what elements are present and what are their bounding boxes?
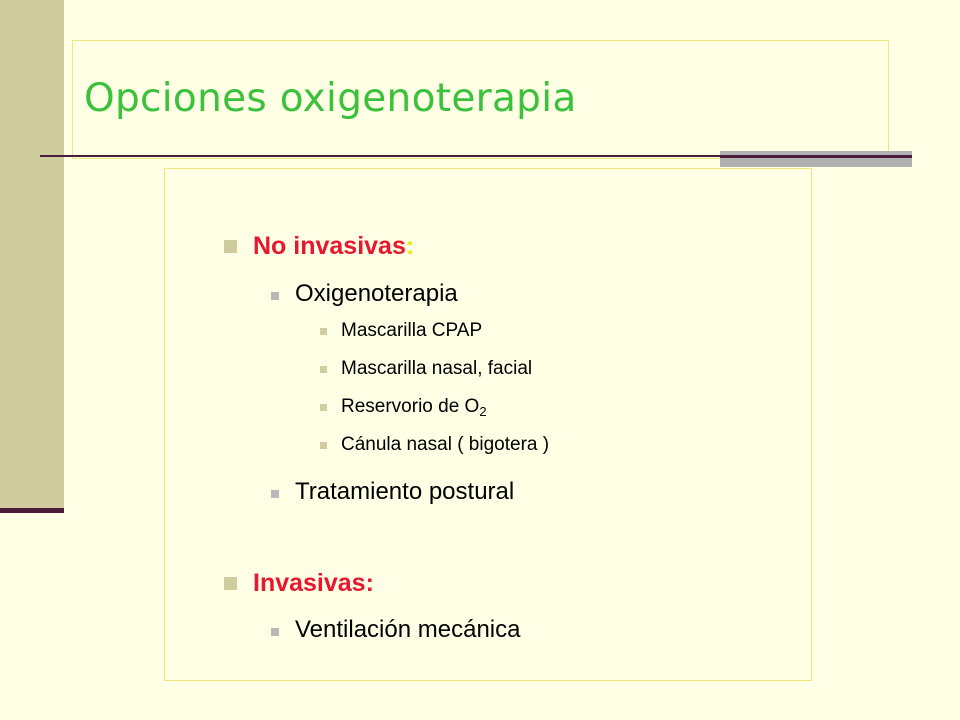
- noninvasive-heading: No invasivas: [253, 232, 406, 260]
- noninvasive-colon: :: [405, 232, 415, 260]
- reservoir-text: Reservorio de O: [341, 396, 480, 417]
- bullet-small-square-icon: [320, 404, 327, 411]
- bullet-postural-treatment: Tratamiento postural: [295, 478, 515, 505]
- bullet-mechanical-ventilation: Ventilación mecánica: [295, 616, 521, 643]
- bullet-square-icon: [224, 240, 237, 253]
- bullet-small-square-icon: [271, 628, 279, 636]
- side-bar-rule: [0, 508, 64, 513]
- bullet-cpap-mask: Mascarilla CPAP: [341, 320, 483, 341]
- slide-title: Opciones oxigenoterapia: [84, 76, 577, 121]
- bullet-oxygen-therapy: Oxigenoterapia: [295, 280, 458, 307]
- title-rule-gray-accent: [720, 151, 912, 167]
- bullet-small-square-icon: [320, 366, 327, 373]
- bullet-o2-reservoir: [341, 396, 487, 418]
- bullet-square-icon: [224, 577, 237, 590]
- bullet-small-square-icon: [320, 442, 327, 449]
- bullet-small-square-icon: [320, 328, 327, 335]
- bullet-nasal-cannula: Cánula nasal ( bigotera ): [341, 434, 550, 455]
- bullet-nasal-facial-mask: Mascarilla nasal, facial: [341, 358, 533, 379]
- reservoir-subscript: 2: [479, 404, 487, 419]
- bullet-small-square-icon: [271, 292, 279, 300]
- title-rule-accent: [720, 155, 912, 158]
- bullet-invasive-heading: Invasivas:: [253, 569, 374, 597]
- bullet-noninvasive: [253, 232, 414, 261]
- bullet-small-square-icon: [271, 490, 279, 498]
- side-bar-decoration: [0, 0, 64, 512]
